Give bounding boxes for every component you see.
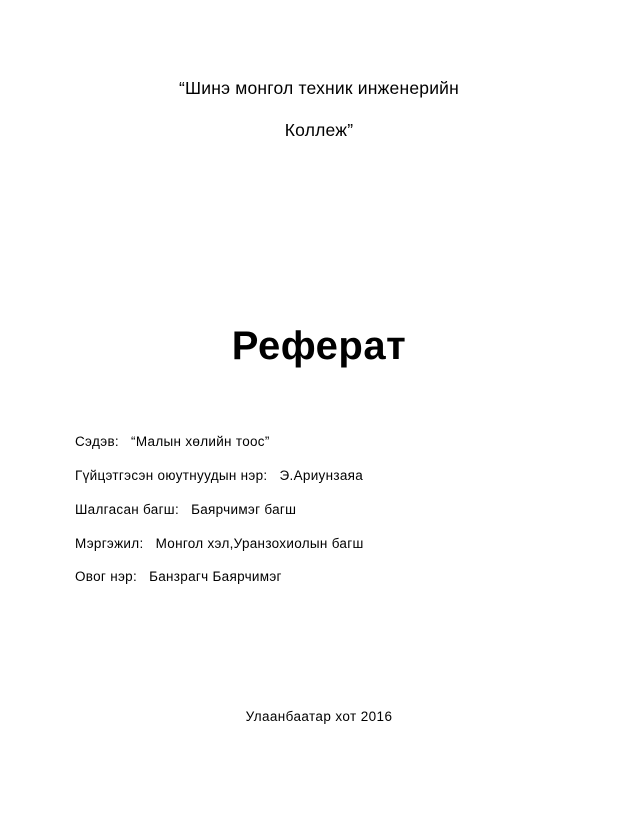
profession-label: Мэргэжил: — [75, 536, 144, 551]
examiner-value: Баярчимэг багш — [191, 502, 297, 517]
examiner-label: Шалгасан багш: — [75, 502, 179, 517]
topic-row — [75, 434, 270, 449]
student-value: Э.Ариунзаяа — [279, 468, 364, 483]
institution-name-line1: “Шинэ монгол техник инженерийн — [178, 78, 460, 98]
profession-row — [75, 536, 364, 551]
profession-value: Монгол хэл,Уранзохиолын багш — [155, 536, 364, 551]
institution-name-line2: Коллеж” — [284, 120, 354, 140]
name-row — [75, 569, 282, 584]
topic-label: Сэдэв: — [75, 434, 119, 449]
examiner-row — [75, 502, 296, 517]
student-label: Гүйцэтгэсэн оюутнуудын нэр: — [75, 468, 268, 483]
name-label: Овог нэр: — [75, 569, 138, 584]
name-value: Банзрагч Баярчимэг — [149, 569, 282, 584]
document-title: Реферат — [231, 324, 407, 368]
topic-value: “Малын хөлийн тоос” — [131, 434, 270, 449]
student-row — [75, 468, 363, 483]
place-year: Улаанбаатар хот 2016 — [245, 709, 393, 724]
